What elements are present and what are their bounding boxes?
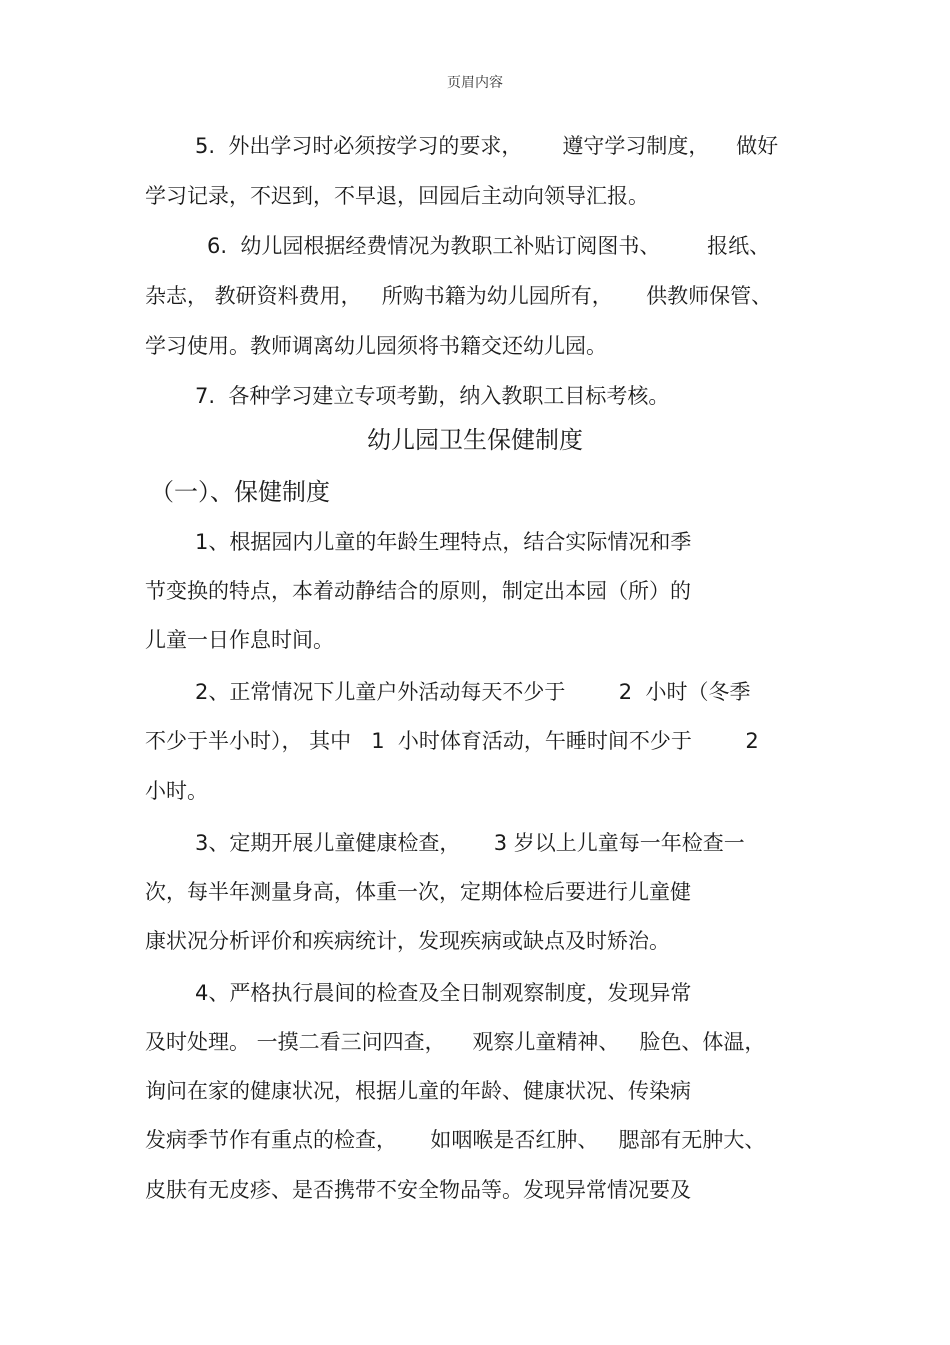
page-header: 页眉内容 bbox=[447, 75, 503, 91]
paragraph-line: 学习使用。教师调离幼儿园须将书籍交还幼儿园。 bbox=[145, 334, 607, 358]
paragraph-line: 皮肤有无皮疹、是否携带不安全物品等。发现异常情况要及 bbox=[145, 1178, 691, 1202]
paragraph-line: 及时处理。 一摸二看三问四查， 观察儿童精神、 脸色、体温， bbox=[145, 1030, 766, 1054]
paragraph-line: 5. 外出学习时必须按学习的要求， 遵守学习制度， 做好 bbox=[195, 134, 779, 158]
section-title: 幼儿园卫生保健制度 bbox=[367, 426, 583, 454]
paragraph-line: 小时。 bbox=[145, 779, 208, 803]
paragraph-line: 杂志， 教研资料费用， 所购书籍为幼儿园所有， 供教师保管、 bbox=[145, 284, 773, 308]
paragraph-line: 1、根据园内儿童的年龄生理特点，结合实际情况和季 bbox=[195, 530, 692, 554]
paragraph-line: 次，每半年测量身高，体重一次，定期体检后要进行儿童健 bbox=[145, 880, 691, 904]
paragraph-line: 发病季节作有重点的检查， 如咽喉是否红肿、 腮部有无肿大、 bbox=[145, 1128, 766, 1152]
paragraph-line: 学习记录，不迟到，不早退，回园后主动向领导汇报。 bbox=[145, 184, 649, 208]
subsection-heading: （一）、保健制度 bbox=[150, 478, 330, 506]
paragraph-line: 不少于半小时）， 其中 1 小时体育活动，午睡时间不少于 2 bbox=[145, 729, 759, 753]
paragraph-line: 4、严格执行晨间的检查及全日制观察制度，发现异常 bbox=[195, 981, 692, 1005]
paragraph-line: 3、定期开展儿童健康检查， 3 岁以上儿童每一年检查一 bbox=[195, 831, 745, 855]
paragraph-line: 儿童一日作息时间。 bbox=[145, 628, 334, 652]
paragraph-line: 节变换的特点，本着动静结合的原则，制定出本园（所）的 bbox=[145, 579, 691, 603]
paragraph-line: 2、正常情况下儿童户外活动每天不少于 2 小时（冬季 bbox=[195, 680, 751, 704]
paragraph-line: 询问在家的健康状况，根据儿童的年龄、健康状况、传染病 bbox=[145, 1079, 691, 1103]
paragraph-line: 6. 幼儿园根据经费情况为教职工补贴订阅图书、 报纸、 bbox=[207, 234, 771, 258]
paragraph-line: 7. 各种学习建立专项考勤，纳入教职工目标考核。 bbox=[195, 384, 670, 408]
paragraph-line: 康状况分析评价和疾病统计，发现疾病或缺点及时矫治。 bbox=[145, 929, 670, 953]
